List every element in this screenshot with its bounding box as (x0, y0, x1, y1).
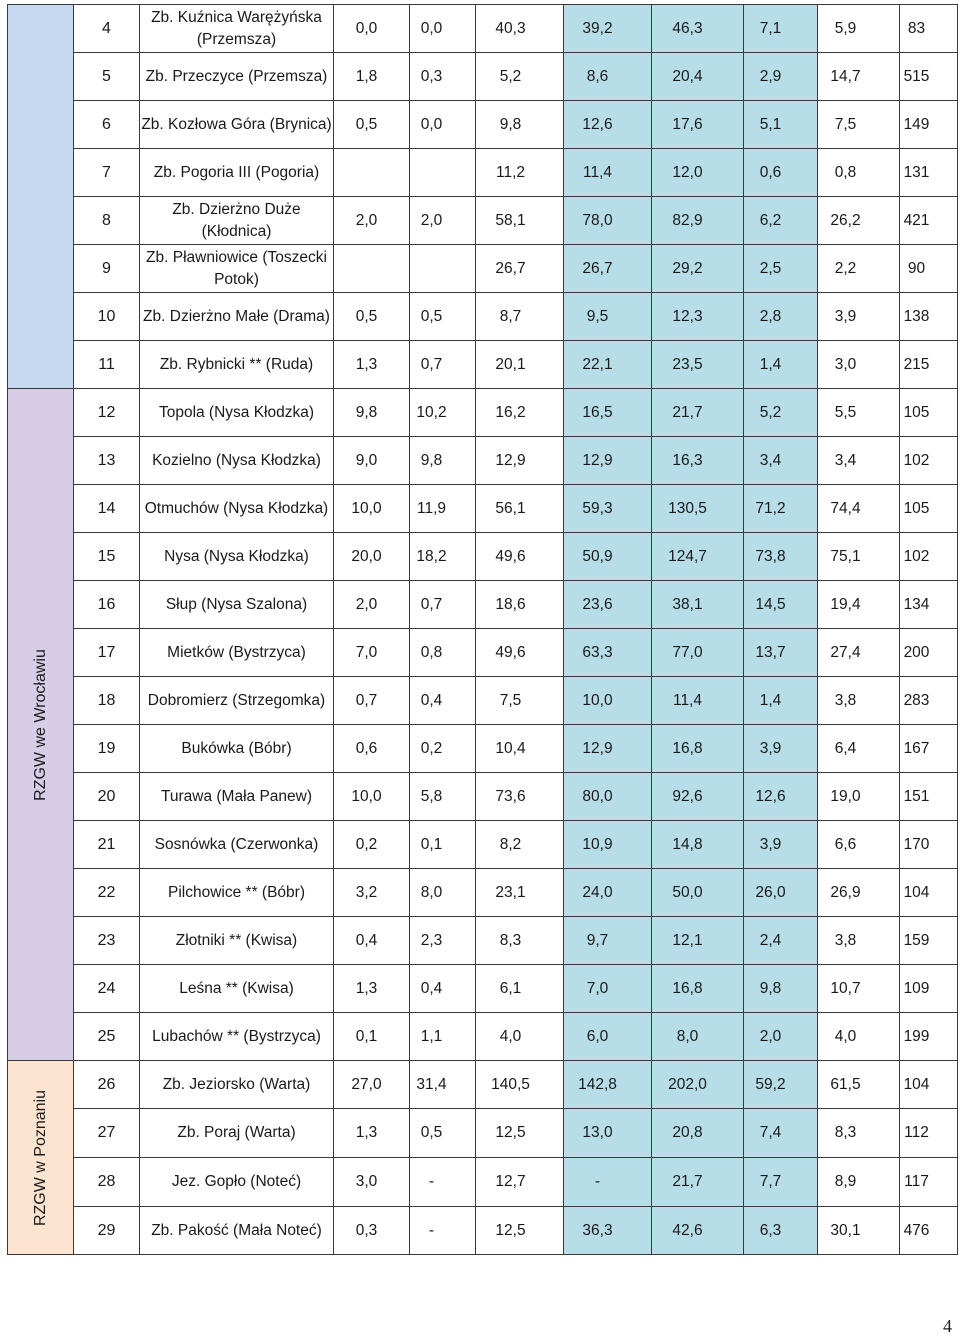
reservoir-name: Leśna ** (Kwisa) (140, 965, 334, 1013)
value-cell: 7,4 (744, 1109, 818, 1158)
value-cell: 0,4 (410, 677, 476, 725)
value-cell: 0,4 (334, 917, 410, 965)
value-cell: 12,1 (652, 917, 744, 965)
value-cell: 12,3 (652, 293, 744, 341)
row-number: 16 (74, 581, 140, 629)
value-cell: 26,0 (744, 869, 818, 917)
value-cell: 14,7 (818, 53, 900, 101)
value-cell: 59,2 (744, 1061, 818, 1109)
value-cell: 7,1 (744, 5, 818, 53)
value-cell: 0,6 (744, 149, 818, 197)
row-number: 17 (74, 629, 140, 677)
value-cell: 2,8 (744, 293, 818, 341)
value-cell: 124,7 (652, 533, 744, 581)
row-number: 22 (74, 869, 140, 917)
value-cell: 5,2 (744, 389, 818, 437)
row-number: 4 (74, 5, 140, 53)
value-cell: 11,9 (410, 485, 476, 533)
value-cell: 31,4 (410, 1061, 476, 1109)
value-cell: 12,9 (564, 725, 652, 773)
value-cell: 16,8 (652, 965, 744, 1013)
value-cell: 12,5 (476, 1207, 564, 1255)
region-label: RZGW w Poznaniu (31, 1089, 49, 1226)
table-row (8, 725, 958, 773)
reservoir-name: Zb. Pakość (Mała Noteć) (140, 1207, 334, 1255)
value-cell: 0,7 (334, 677, 410, 725)
value-cell: 36,3 (564, 1207, 652, 1255)
value-cell: 46,3 (652, 5, 744, 53)
value-cell: 74,4 (818, 485, 900, 533)
table-row (8, 149, 958, 197)
reservoir-name: Topola (Nysa Kłodzka) (140, 389, 334, 437)
row-number: 21 (74, 821, 140, 869)
value-cell: 200 (900, 629, 958, 677)
reservoir-name: Zb. Kuźnica Warężyńska (Przemsza) (140, 5, 334, 53)
value-cell: 10,7 (818, 965, 900, 1013)
value-cell: 14,5 (744, 581, 818, 629)
value-cell: 7,0 (564, 965, 652, 1013)
value-cell: 9,8 (410, 437, 476, 485)
row-number: 19 (74, 725, 140, 773)
row-number: 20 (74, 773, 140, 821)
value-cell: 61,5 (818, 1061, 900, 1109)
value-cell: 12,7 (476, 1158, 564, 1207)
table-row (8, 1013, 958, 1061)
reservoir-name: Złotniki ** (Kwisa) (140, 917, 334, 965)
value-cell: 27,4 (818, 629, 900, 677)
value-cell: 58,1 (476, 197, 564, 245)
value-cell: 0,4 (410, 965, 476, 1013)
row-number: 23 (74, 917, 140, 965)
value-cell: 0,7 (410, 341, 476, 389)
value-cell: 19,0 (818, 773, 900, 821)
value-cell: 6,4 (818, 725, 900, 773)
value-cell: 199 (900, 1013, 958, 1061)
value-cell: 23,1 (476, 869, 564, 917)
value-cell: 6,1 (476, 965, 564, 1013)
region-cell (8, 5, 74, 389)
table-row (8, 485, 958, 533)
value-cell: 0,3 (410, 53, 476, 101)
value-cell: 149 (900, 101, 958, 149)
value-cell: 0,5 (334, 101, 410, 149)
table-row (8, 821, 958, 869)
table-row (8, 917, 958, 965)
value-cell: 215 (900, 341, 958, 389)
value-cell: 1,4 (744, 341, 818, 389)
value-cell: 21,7 (652, 1158, 744, 1207)
value-cell: 71,2 (744, 485, 818, 533)
reservoir-name: Mietków (Bystrzyca) (140, 629, 334, 677)
value-cell: 9,8 (476, 101, 564, 149)
value-cell: 16,5 (564, 389, 652, 437)
value-cell: 20,4 (652, 53, 744, 101)
value-cell: 2,0 (334, 197, 410, 245)
value-cell: - (410, 1158, 476, 1207)
reservoir-table (7, 4, 958, 1255)
value-cell: 421 (900, 197, 958, 245)
reservoir-name: Zb. Pławniowice (Toszecki Potok) (140, 245, 334, 293)
value-cell: 9,5 (564, 293, 652, 341)
value-cell: 12,9 (476, 437, 564, 485)
value-cell: 0,8 (818, 149, 900, 197)
value-cell: 0,0 (410, 101, 476, 149)
value-cell: 26,7 (476, 245, 564, 293)
reservoir-name: Kozielno (Nysa Kłodzka) (140, 437, 334, 485)
region-label: RZGW we Wrocławiu (31, 648, 49, 801)
value-cell: 3,4 (818, 437, 900, 485)
value-cell: 4,0 (476, 1013, 564, 1061)
value-cell: 105 (900, 485, 958, 533)
value-cell (334, 149, 410, 197)
value-cell: 3,9 (818, 293, 900, 341)
value-cell: 40,3 (476, 5, 564, 53)
value-cell: 6,6 (818, 821, 900, 869)
value-cell: 5,8 (410, 773, 476, 821)
value-cell: 5,1 (744, 101, 818, 149)
value-cell: 167 (900, 725, 958, 773)
value-cell: 0,5 (410, 293, 476, 341)
value-cell (410, 149, 476, 197)
value-cell: 5,2 (476, 53, 564, 101)
table-row (8, 101, 958, 149)
value-cell: 3,8 (818, 917, 900, 965)
value-cell: 9,0 (334, 437, 410, 485)
value-cell: 19,4 (818, 581, 900, 629)
value-cell: 22,1 (564, 341, 652, 389)
value-cell: 26,9 (818, 869, 900, 917)
row-number: 9 (74, 245, 140, 293)
value-cell: 10,0 (564, 677, 652, 725)
value-cell: 0,6 (334, 725, 410, 773)
value-cell: 6,3 (744, 1207, 818, 1255)
reservoir-name: Sosnówka (Czerwonka) (140, 821, 334, 869)
row-number: 24 (74, 965, 140, 1013)
value-cell: 138 (900, 293, 958, 341)
value-cell: 12,6 (744, 773, 818, 821)
row-number: 6 (74, 101, 140, 149)
value-cell: 83 (900, 5, 958, 53)
row-number: 27 (74, 1109, 140, 1158)
value-cell: 2,2 (818, 245, 900, 293)
row-number: 12 (74, 389, 140, 437)
value-cell: 142,8 (564, 1061, 652, 1109)
table-row (8, 5, 958, 53)
table-row (8, 677, 958, 725)
row-number: 7 (74, 149, 140, 197)
value-cell: 104 (900, 1061, 958, 1109)
value-cell: 102 (900, 437, 958, 485)
value-cell: 26,2 (818, 197, 900, 245)
value-cell: 7,0 (334, 629, 410, 677)
value-cell: 23,5 (652, 341, 744, 389)
value-cell: 0,1 (334, 1013, 410, 1061)
table-row (8, 1207, 958, 1255)
reservoir-name: Zb. Poraj (Warta) (140, 1109, 334, 1158)
row-number: 8 (74, 197, 140, 245)
value-cell: 9,7 (564, 917, 652, 965)
region-cell (8, 1061, 74, 1255)
value-cell: 13,0 (564, 1109, 652, 1158)
reservoir-name: Słup (Nysa Szalona) (140, 581, 334, 629)
table-row (8, 1158, 958, 1207)
value-cell: 8,6 (564, 53, 652, 101)
row-number: 10 (74, 293, 140, 341)
value-cell: 10,9 (564, 821, 652, 869)
value-cell: 140,5 (476, 1061, 564, 1109)
value-cell: 3,2 (334, 869, 410, 917)
value-cell: 1,4 (744, 677, 818, 725)
value-cell: 7,5 (476, 677, 564, 725)
value-cell: 23,6 (564, 581, 652, 629)
value-cell: 112 (900, 1109, 958, 1158)
reservoir-name: Lubachów ** (Bystrzyca) (140, 1013, 334, 1061)
value-cell: 0,5 (410, 1109, 476, 1158)
value-cell: 38,1 (652, 581, 744, 629)
row-number: 25 (74, 1013, 140, 1061)
table-row (8, 293, 958, 341)
value-cell: 0,2 (410, 725, 476, 773)
value-cell: 151 (900, 773, 958, 821)
value-cell: 0,0 (410, 5, 476, 53)
value-cell: 29,2 (652, 245, 744, 293)
value-cell: 8,0 (652, 1013, 744, 1061)
value-cell: 1,1 (410, 1013, 476, 1061)
value-cell: 2,3 (410, 917, 476, 965)
value-cell: 0,8 (410, 629, 476, 677)
value-cell: 16,8 (652, 725, 744, 773)
value-cell: 8,9 (818, 1158, 900, 1207)
value-cell: 5,5 (818, 389, 900, 437)
region-cell (8, 389, 74, 1061)
value-cell: 42,6 (652, 1207, 744, 1255)
table-row (8, 245, 958, 293)
value-cell: 75,1 (818, 533, 900, 581)
value-cell: 26,7 (564, 245, 652, 293)
table-row (8, 1061, 958, 1109)
value-cell: 78,0 (564, 197, 652, 245)
value-cell: - (410, 1207, 476, 1255)
value-cell: 4,0 (818, 1013, 900, 1061)
value-cell: 3,8 (818, 677, 900, 725)
value-cell: 3,0 (818, 341, 900, 389)
reservoir-name: Otmuchów (Nysa Kłodzka) (140, 485, 334, 533)
value-cell: 12,5 (476, 1109, 564, 1158)
row-number: 5 (74, 53, 140, 101)
value-cell: 2,0 (744, 1013, 818, 1061)
table-row (8, 341, 958, 389)
reservoir-name: Dobromierz (Strzegomka) (140, 677, 334, 725)
table-row (8, 869, 958, 917)
value-cell: 73,8 (744, 533, 818, 581)
value-cell: 17,6 (652, 101, 744, 149)
value-cell: 8,0 (410, 869, 476, 917)
value-cell: 102 (900, 533, 958, 581)
value-cell (334, 245, 410, 293)
value-cell: 0,2 (334, 821, 410, 869)
table-row (8, 1109, 958, 1158)
value-cell: 134 (900, 581, 958, 629)
reservoir-name: Turawa (Mała Panew) (140, 773, 334, 821)
row-number: 11 (74, 341, 140, 389)
value-cell: 80,0 (564, 773, 652, 821)
value-cell: 3,9 (744, 821, 818, 869)
value-cell: 20,0 (334, 533, 410, 581)
value-cell: 92,6 (652, 773, 744, 821)
value-cell: 11,4 (652, 677, 744, 725)
row-number: 26 (74, 1061, 140, 1109)
value-cell: 2,4 (744, 917, 818, 965)
value-cell: 0,7 (410, 581, 476, 629)
value-cell: 12,6 (564, 101, 652, 149)
reservoir-name: Jez. Gopło (Noteć) (140, 1158, 334, 1207)
value-cell (410, 245, 476, 293)
value-cell: 130,5 (652, 485, 744, 533)
value-cell: 49,6 (476, 629, 564, 677)
value-cell: 131 (900, 149, 958, 197)
table-row (8, 437, 958, 485)
value-cell: 82,9 (652, 197, 744, 245)
table-row (8, 629, 958, 677)
value-cell: 0,1 (410, 821, 476, 869)
table-row (8, 965, 958, 1013)
value-cell: 77,0 (652, 629, 744, 677)
value-cell: 11,4 (564, 149, 652, 197)
row-number: 15 (74, 533, 140, 581)
value-cell: 283 (900, 677, 958, 725)
value-cell: 18,2 (410, 533, 476, 581)
value-cell: 7,5 (818, 101, 900, 149)
value-cell: 56,1 (476, 485, 564, 533)
row-number: 29 (74, 1207, 140, 1255)
value-cell: 30,1 (818, 1207, 900, 1255)
value-cell: 59,3 (564, 485, 652, 533)
value-cell: 16,2 (476, 389, 564, 437)
value-cell: 10,4 (476, 725, 564, 773)
value-cell: 2,0 (334, 581, 410, 629)
value-cell: 1,3 (334, 965, 410, 1013)
value-cell: 105 (900, 389, 958, 437)
value-cell: 50,9 (564, 533, 652, 581)
value-cell: 20,8 (652, 1109, 744, 1158)
value-cell: 8,2 (476, 821, 564, 869)
value-cell: 5,9 (818, 5, 900, 53)
reservoir-name: Bukówka (Bóbr) (140, 725, 334, 773)
value-cell: 11,2 (476, 149, 564, 197)
value-cell: 9,8 (744, 965, 818, 1013)
value-cell: 0,3 (334, 1207, 410, 1255)
value-cell: 117 (900, 1158, 958, 1207)
reservoir-name: Zb. Dzierżno Małe (Drama) (140, 293, 334, 341)
value-cell: 73,6 (476, 773, 564, 821)
reservoir-name: Zb. Pogoria III (Pogoria) (140, 149, 334, 197)
value-cell: 63,3 (564, 629, 652, 677)
value-cell: 6,2 (744, 197, 818, 245)
row-number: 13 (74, 437, 140, 485)
value-cell: 49,6 (476, 533, 564, 581)
reservoir-name: Zb. Przeczyce (Przemsza) (140, 53, 334, 101)
value-cell: 20,1 (476, 341, 564, 389)
value-cell: 12,9 (564, 437, 652, 485)
reservoir-name: Pilchowice ** (Bóbr) (140, 869, 334, 917)
value-cell: 10,2 (410, 389, 476, 437)
table-row (8, 53, 958, 101)
value-cell: 27,0 (334, 1061, 410, 1109)
value-cell: 6,0 (564, 1013, 652, 1061)
value-cell: 39,2 (564, 5, 652, 53)
row-number: 28 (74, 1158, 140, 1207)
reservoir-name: Zb. Jeziorsko (Warta) (140, 1061, 334, 1109)
value-cell: 3,0 (334, 1158, 410, 1207)
table-row (8, 197, 958, 245)
table-row (8, 581, 958, 629)
value-cell: 10,0 (334, 485, 410, 533)
value-cell: 1,8 (334, 53, 410, 101)
value-cell: 16,3 (652, 437, 744, 485)
value-cell: 3,4 (744, 437, 818, 485)
table-row (8, 533, 958, 581)
value-cell: 13,7 (744, 629, 818, 677)
value-cell: 2,5 (744, 245, 818, 293)
value-cell: 476 (900, 1207, 958, 1255)
value-cell: 10,0 (334, 773, 410, 821)
value-cell: 202,0 (652, 1061, 744, 1109)
value-cell: 3,9 (744, 725, 818, 773)
value-cell: 14,8 (652, 821, 744, 869)
value-cell: - (564, 1158, 652, 1207)
value-cell: 50,0 (652, 869, 744, 917)
value-cell: 18,6 (476, 581, 564, 629)
value-cell: 2,9 (744, 53, 818, 101)
page-number: 4 (943, 1316, 952, 1336)
value-cell: 8,7 (476, 293, 564, 341)
value-cell: 90 (900, 245, 958, 293)
reservoir-name: Zb. Rybnicki ** (Ruda) (140, 341, 334, 389)
reservoir-name: Zb. Kozłowa Góra (Brynica) (140, 101, 334, 149)
table-row (8, 389, 958, 437)
value-cell: 170 (900, 821, 958, 869)
value-cell: 12,0 (652, 149, 744, 197)
row-number: 18 (74, 677, 140, 725)
value-cell: 0,0 (334, 5, 410, 53)
value-cell: 104 (900, 869, 958, 917)
reservoir-name: Zb. Dzierżno Duże (Kłodnica) (140, 197, 334, 245)
value-cell: 515 (900, 53, 958, 101)
value-cell: 21,7 (652, 389, 744, 437)
table-row (8, 773, 958, 821)
value-cell: 8,3 (818, 1109, 900, 1158)
value-cell: 7,7 (744, 1158, 818, 1207)
value-cell: 2,0 (410, 197, 476, 245)
value-cell: 159 (900, 917, 958, 965)
value-cell: 1,3 (334, 1109, 410, 1158)
value-cell: 109 (900, 965, 958, 1013)
value-cell: 9,8 (334, 389, 410, 437)
value-cell: 8,3 (476, 917, 564, 965)
value-cell: 24,0 (564, 869, 652, 917)
value-cell: 0,5 (334, 293, 410, 341)
reservoir-name: Nysa (Nysa Kłodzka) (140, 533, 334, 581)
value-cell: 1,3 (334, 341, 410, 389)
row-number: 14 (74, 485, 140, 533)
